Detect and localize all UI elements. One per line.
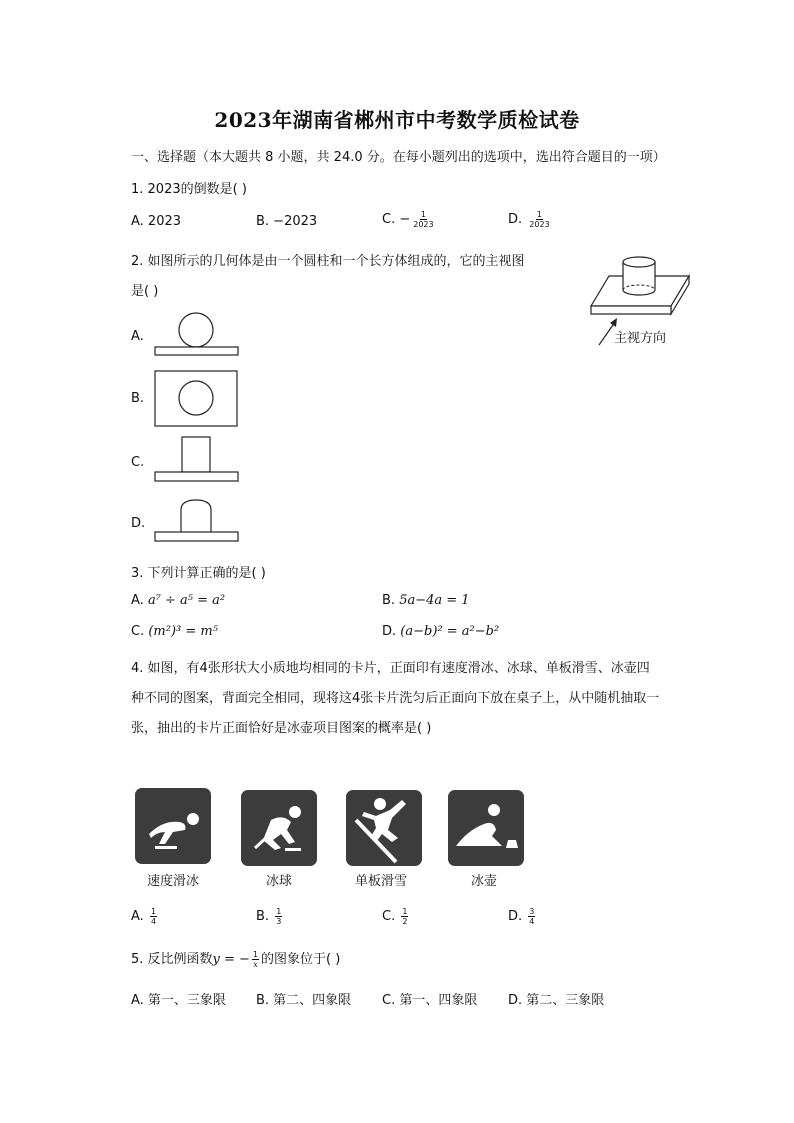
- q1-option-d: [508, 210, 553, 229]
- q4-option-a-fraction: [150, 907, 157, 926]
- q3-option-c-expr: (m²)³ = m⁵: [148, 624, 218, 639]
- q4-b-denominator: 3: [276, 917, 282, 926]
- q4-a-numerator: 1: [150, 907, 157, 916]
- q4-option-a: [131, 907, 159, 926]
- q2-option-b-label: B.: [131, 391, 145, 406]
- card-caption-snowboarding: 单板滑雪: [354, 874, 407, 889]
- q5-stem-y: y = −: [212, 952, 250, 967]
- q4-option-c: [382, 907, 410, 926]
- q3-option-d-expr: (a−b)² = a²−b²: [400, 624, 500, 639]
- section-header: 一、选择题（本大题共 8 小题，共 24.0 分。在每小题列出的选项中，选出符合题目的一项）: [131, 150, 666, 165]
- page-title: 2023年湖南省郴州市中考数学质检试卷: [214, 108, 580, 132]
- q5-option-d: D. 第二、三象限: [508, 993, 605, 1008]
- q3-stem: 3. 下列计算正确的是( ): [131, 566, 266, 581]
- q3-option-b-label: B.: [382, 593, 396, 608]
- q4-option-b-fraction: [275, 907, 282, 926]
- q2-option-c-figure: [154, 436, 240, 484]
- q2-option-c-label: C.: [131, 455, 145, 470]
- q3-option-c: [131, 624, 218, 639]
- q4-stem-line3: 张，抽出的卡片正面恰好是冰壶项目图案的概率是( ): [131, 721, 432, 736]
- q4-stem-line1: 4. 如图，有4张形状大小质地均相同的卡片，正面印有速度滑冰、冰球、单板滑雪、冰壶四: [131, 661, 650, 676]
- q5-stem: [131, 948, 340, 969]
- q1-d-numerator: 1: [536, 210, 543, 219]
- q2-option-d-figure: [154, 496, 240, 544]
- ice-hockey-card: [241, 790, 317, 866]
- q5-stem-suffix: 的图象位于( ): [261, 952, 341, 967]
- q4-option-d-label: D.: [508, 909, 523, 924]
- card-caption-speed-skating: 速度滑冰: [146, 874, 199, 889]
- q4-option-c-label: C.: [382, 909, 396, 924]
- curling-icon: [448, 790, 524, 866]
- q1-option-b: B. −2023: [256, 214, 318, 229]
- q4-option-b-label: B.: [256, 909, 270, 924]
- q1-option-d-fraction: [528, 210, 550, 229]
- card-caption-ice-hockey: 冰球: [265, 874, 292, 889]
- q5-denominator: x: [253, 960, 258, 969]
- q4-option-a-label: A.: [131, 909, 144, 924]
- q5-stem-prefix: 5. 反比例函数: [131, 952, 213, 967]
- q3-option-b: [382, 593, 470, 608]
- q4-stem-line2: 种不同的图案，背面完全相同，现将这4张卡片洗匀后正面向下放在桌子上，从中随机抽取一: [131, 691, 660, 706]
- q3-option-d-label: D.: [382, 624, 397, 639]
- speed-skating-icon: [135, 788, 211, 864]
- curling-card: [448, 790, 524, 866]
- q2-stem-line1: 2. 如图所示的几何体是由一个圆柱和一个长方体组成的，它的主视图: [131, 254, 525, 269]
- q3-option-c-label: C.: [131, 624, 145, 639]
- snowboarding-card: [346, 790, 422, 866]
- q3-option-a: [131, 593, 225, 608]
- q2-option-a-label: A.: [131, 329, 144, 344]
- q1-option-c: [382, 210, 437, 229]
- q4-c-denominator: 2: [402, 917, 408, 926]
- q4-d-denominator: 4: [529, 917, 535, 926]
- q4-b-numerator: 1: [276, 907, 282, 916]
- q3-option-a-expr: a⁷ ÷ a⁵ = a²: [147, 593, 226, 608]
- q5-stem-fraction: [252, 950, 259, 969]
- q3-option-b-expr: 5a−4a = 1: [399, 593, 470, 608]
- q5-option-b: B. 第二、四象限: [256, 993, 352, 1008]
- q3-option-d: [382, 624, 499, 639]
- q4-a-denominator: 4: [150, 917, 157, 926]
- view-direction-label: 主视方向: [614, 331, 667, 346]
- q3-option-a-label: A.: [131, 593, 144, 608]
- q1-d-denominator: 2023: [529, 220, 550, 229]
- q4-option-b: [256, 907, 284, 926]
- snowboarding-icon: [346, 790, 422, 866]
- q1-option-d-label: D.: [508, 212, 523, 227]
- q1-option-c-fraction: [412, 210, 434, 229]
- q4-c-numerator: 1: [402, 907, 408, 916]
- q5-option-a: A. 第一、三象限: [131, 993, 226, 1008]
- q5-numerator: 1: [252, 950, 259, 959]
- card-caption-curling: 冰壶: [470, 874, 497, 889]
- q5-option-c: C. 第一、四象限: [382, 993, 478, 1008]
- ice-hockey-icon: [241, 790, 317, 866]
- q1-option-a: A. 2023: [131, 214, 182, 229]
- q1-c-numerator: 1: [420, 210, 426, 219]
- q1-stem: 1. 2023的倒数是( ): [131, 182, 247, 197]
- speed-skating-card: [135, 788, 211, 864]
- q2-option-b-figure: [154, 370, 240, 428]
- q1-c-denominator: 2023: [413, 220, 434, 229]
- q4-option-c-fraction: [401, 907, 408, 926]
- q2-option-d-label: D.: [131, 516, 146, 531]
- q2-option-a-figure: [154, 310, 240, 358]
- q2-stem-line2: 是( ): [131, 284, 159, 299]
- q4-d-numerator: 3: [529, 907, 535, 916]
- q4-option-d-fraction: [528, 907, 535, 926]
- q4-option-d: [508, 907, 537, 926]
- q1-option-c-label: C. −: [382, 212, 411, 227]
